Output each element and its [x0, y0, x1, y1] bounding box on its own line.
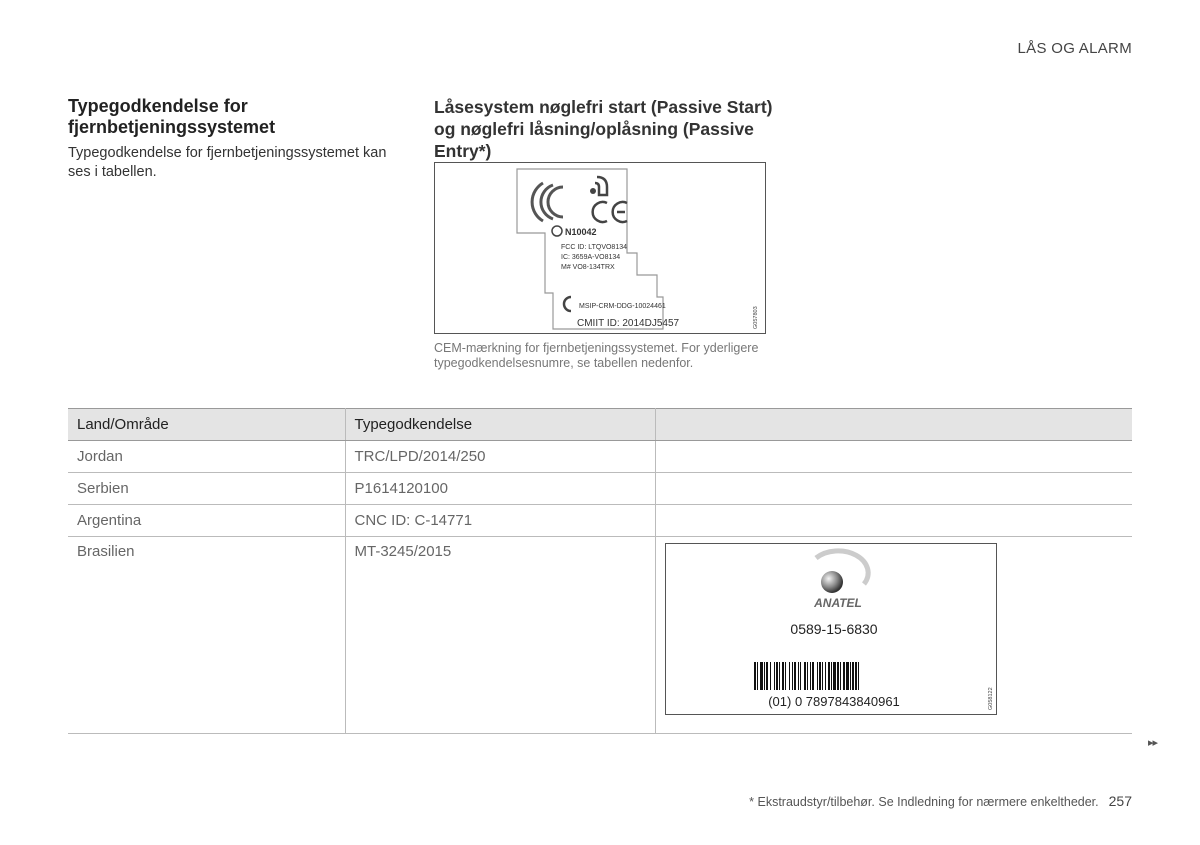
- table-row: [68, 537, 1132, 734]
- anatel-image-code: G058122: [987, 687, 994, 710]
- page-number: 257: [1108, 793, 1132, 809]
- cell-empty: [655, 505, 1132, 537]
- ce-mark-icon: [593, 202, 627, 222]
- section-body: Typegodkendelse for fjernbetjeningssystemet kan ses i tabellen.: [68, 145, 387, 180]
- image-caption: CEM-mærkning for fjernbetjeningssystemet. For yderligere typegodkendelsesnumre, se tabellen nedenfor.: [434, 341, 759, 370]
- fcc-id: FCC ID: LTQVO8134: [561, 244, 628, 251]
- cell-empty: [655, 441, 1132, 473]
- ic-id: IC: 3659A-VO8134: [561, 254, 621, 261]
- model-id: M# VO8-134TRX: [561, 264, 615, 271]
- header-country: Land/Område: [68, 409, 345, 441]
- cell-country: Jordan: [68, 441, 345, 473]
- approval-table: [68, 408, 1132, 734]
- image-code: G057803: [753, 306, 759, 329]
- footnote-text: * Ekstraudstyr/tilbehør. Se Indledning for nærmere enkeltheder.: [749, 795, 1099, 809]
- section-header: LÅS OG ALARM: [1017, 40, 1132, 57]
- next-page-arrows: ▸▸: [1148, 737, 1158, 749]
- cell-approval: CNC ID: C-14771: [345, 505, 655, 537]
- barcode-number: (01) 0 7897843840961: [767, 694, 900, 709]
- cem-label-image: [434, 162, 766, 334]
- ctick-icon: [532, 183, 563, 221]
- right-column: [434, 96, 774, 168]
- cell-country: Brasilien: [68, 537, 345, 734]
- footer: [749, 793, 1132, 809]
- cell-approval: TRC/LPD/2014/250: [345, 441, 655, 473]
- n-mark: N10042: [565, 227, 597, 237]
- anatel-number: 0589-15-6830: [789, 621, 878, 637]
- cell-country: Argentina: [68, 505, 345, 537]
- left-column: [68, 96, 398, 182]
- cell-anatel: [655, 537, 1132, 734]
- anatel-label-image: [665, 543, 997, 715]
- cell-country: Serbien: [68, 473, 345, 505]
- header-empty: [655, 409, 1132, 441]
- cell-approval: MT-3245/2015: [345, 537, 655, 734]
- section-title: Typegodkendelse for fjernbetjeningssystemet: [68, 96, 276, 137]
- msip-id: MSIP-CRM-DDG-10024461: [579, 303, 666, 310]
- table-header-row: [68, 409, 1132, 441]
- cmiit-id: CMIIT ID: 2014DJ5457: [577, 318, 680, 329]
- anatel-logo-icon: [816, 551, 868, 593]
- cell-approval: P1614120100: [345, 473, 655, 505]
- table-row: [68, 441, 1132, 473]
- barcode-icon: [754, 662, 859, 690]
- kc-mark-icon: [564, 297, 571, 311]
- table-row: [68, 473, 1132, 505]
- anatel-brand: ANATEL: [813, 596, 862, 610]
- cell-empty: [655, 473, 1132, 505]
- bluetooth-like-icon: [595, 177, 607, 195]
- passive-entry-title: Låsesystem nøglefri start (Passive Start) og nøglefri låsning/oplåsning (Passive Entry*): [434, 97, 773, 161]
- header-approval: Typegodkendelse: [345, 409, 655, 441]
- table-row: [68, 505, 1132, 537]
